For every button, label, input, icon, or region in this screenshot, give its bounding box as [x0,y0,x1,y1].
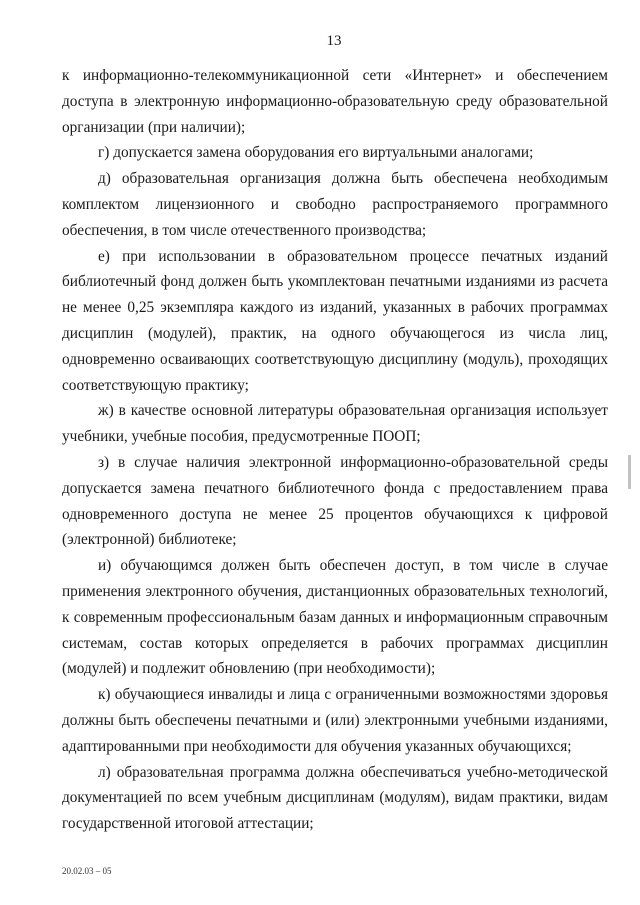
paragraph-i: и) обучающимся должен быть обеспечен доступ, в том числе в случае применения электронного обучения, дистанционных образовательных технологий, к современным профессиональным базам данных и информационным справочным системам, состав которых определяется в рабочих программах дисциплин (модулей) и подлежит обновлению (при необходимости); [62,557,608,678]
paragraph-g: г) допускается замена оборудования его виртуальными аналогами; [98,144,534,162]
page-number: 13 [326,33,342,49]
paragraph-l: л) образовательная программа должна обеспечиваться учебно-методической документацией по всем учебным дисциплинам (модулям), видам практики, видам государственной итоговой аттестации; [62,763,608,833]
paragraph-d: д) образовательная организация должна быть обеспечена необходимым комплектом лицензионного и свободно распространяемого программного обеспечения, в том числе отечественного производства; [62,170,608,239]
document-body [62,63,608,837]
scan-artifact [628,455,631,489]
paragraph-k: к) обучающиеся инвалиды и лица с ограниченными возможностями здоровья должны быть обеспечены печатными и (или) электронными учебными изданиями, адаптированными при необходимости для обучения указанных обучающихся; [62,686,608,755]
paragraph-zh: ж) в качестве основной литературы образовательная организация использует учебники, учебные пособия, предусмотренные ПООП; [62,402,608,446]
paragraph-continuation: к информационно-телекоммуникационной сети «Интернет» и обеспечением доступа в электронную информационно-образовательную среду образовательной организации (при наличии); [62,67,608,136]
paragraph-e: е) при использовании в образовательном процессе печатных изданий библиотечный фонд должен быть укомплектован печатными изданиями из расчета не менее 0,25 экземпляра каждого из изданий, указанных в рабочих программах дисциплин (модулей), практик, на одного обучающегося из числа лиц, одновременно осваивающих соответствующую дисциплину (модуль), проходящих соответствующую практику; [62,247,608,394]
footer-code: 20.02.03 – 05 [62,866,112,876]
paragraph-z: з) в случае наличия электронной информационно-образовательной среды допускается замена печатного библиотечного фонда с предоставлением права одновременного доступа не менее 25 процентов обучающихся к цифровой (электронной) библиотеке; [62,453,608,549]
